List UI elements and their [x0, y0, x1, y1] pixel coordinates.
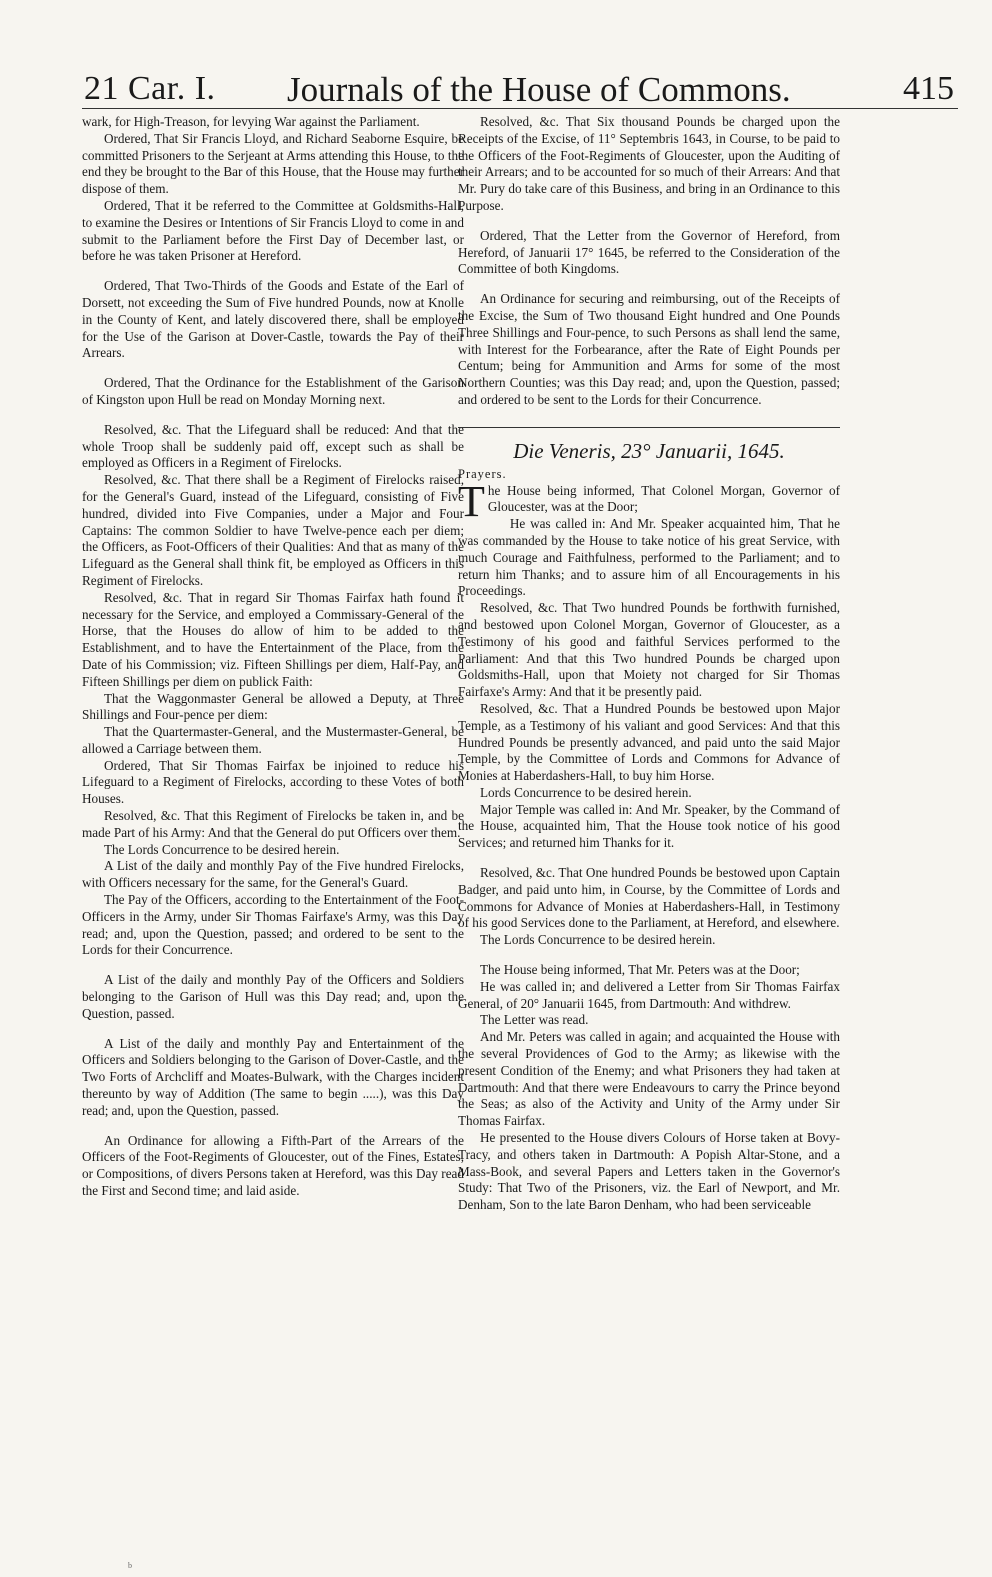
- entry: He was called in: And Mr. Speaker acquainted him, That he was commanded by the House to take notice of his great Service, with much Courage and Faithfulness, performed to the Parliament; and to return him Thanks; and to assure him of all Encouragements in his Proceedings.: [458, 516, 840, 599]
- entry: The House being informed, That Mr. Peters was at the Door;: [480, 962, 800, 978]
- entry: A List of the daily and monthly Pay of the Officers and Soldiers belonging to the Garison of Hull was this Day read; and, upon the Question, passed.: [82, 972, 464, 1021]
- entry: Ordered, That Sir Francis Lloyd, and Richard Seaborne Esquire, be committed Prisoners to the Serjeant at Arms attending this House, to the end they be brought to the Bar of this House, that the House may further dispose of them.: [82, 130, 464, 197]
- signature-mark: b: [128, 1561, 132, 1570]
- entry: That the Quartermaster-General, and the Mustermaster-General, be allowed a Carriage between them.: [82, 724, 464, 756]
- prayers-label: Prayers.: [458, 466, 507, 481]
- entry: Ordered, That the Ordinance for the Establishment of the Garison of Kingston upon Hull be read on Monday Morning next.: [82, 375, 464, 407]
- entry: He was called in; and delivered a Letter from Sir Thomas Fairfax General, of 20° Januarii 1645, from Dartmouth: And withdrew.: [458, 978, 840, 1011]
- entry: The Pay of the Officers, according to the Entertainment of the Foot-Officers in the Army, under Sir Thomas Fairfaxe's Army, was this Day read; and, upon the Question, passed; and ordered to be sent to the Lords for their Concurrence.: [82, 892, 464, 958]
- entry: The Lords Concurrence to be desired herein.: [480, 932, 716, 948]
- day-heading: Die Veneris, 23° Januarii, 1645.: [513, 438, 785, 463]
- entry-with-dropcap: [458, 476, 840, 526]
- entry: Resolved, &c. That Six thousand Pounds be charged upon the Receipts of the Excise, of 11° Septembris 1643, in Course, to be paid to the Officers of the Foot-Regiments of Gloucester, upon the Auditing of their Arrears; and to be accounted for so much of their Arrears: And that Mr. Pury do take care of this Business, and bring in an Ordinance to this Purpose.: [458, 114, 840, 213]
- section-divider: [458, 427, 840, 428]
- journal-title: Journals of the House of Commons.: [287, 70, 791, 109]
- entry: The Lords Concurrence to be desired herein.: [104, 841, 340, 857]
- entry-text: he House being informed, That Colonel Morgan, Governor of Gloucester, was at the Door;: [487, 482, 840, 515]
- page-number: 415: [903, 70, 954, 107]
- entry: Ordered, That Sir Thomas Fairfax be injoined to reduce his Lifeguard to a Regiment of Firelocks, according to these Votes of both Houses.: [82, 757, 464, 807]
- entry: Resolved, &c. That in regard Sir Thomas Fairfax hath found it necessary for the Service, and employed a Commissary-General of the Horse, that the Houses do allow of him to be added to the Establishment, and to have the Entertainment of the Place, from the Date of his Commission; viz. Fifteen Shillings per diem, Half-Pay, and Fifteen Shillings per diem on publick Faith:: [82, 589, 464, 689]
- entry: Resolved, &c. That the Lifeguard shall be reduced: And that the whole Troop shall be suddenly paid off, except such as shall be employed as Officers in a Regiment of Firelocks.: [82, 421, 464, 471]
- entry: A List of the daily and monthly Pay and Entertainment of the Officers and Soldiers belonging to the Garison of Dover-Castle, and the Two Forts of Archcliff and Moates-Bulwark, with the Charges incident thereunto by way of Addition (The same to begin .....), was this Day read; and, upon the Question, passed.: [82, 1035, 464, 1118]
- entry: Lords Concurrence to be desired herein.: [480, 784, 692, 800]
- entry: That the Waggonmaster General be allowed a Deputy, at Three Shillings and Four-pence per diem:: [82, 690, 464, 723]
- entry: An Ordinance for securing and reimbursing, out of the Receipts of the Excise, the Sum of Two thousand Eight hundred and One Pounds Three Shillings and Four-pence, to such Persons as shall lend the same, with Interest for the Forbearance, after the Rate of Eight Pounds per Centum; being for Ammunition and Arms for some of the most Northern Counties; was this Day read; and, upon the Question, passed; and ordered to be sent to the Lords for their Concurrence.: [458, 291, 840, 407]
- drop-cap-letter: T: [458, 476, 485, 526]
- entry: wark, for High-Treason, for levying War against the Parliament.: [82, 114, 420, 129]
- entry: Resolved, &c. That Two hundred Pounds be forthwith furnished, and bestowed upon Colonel Morgan, Governor of Gloucester, as a Testimony of his good and faithful Services performed to the Parliament: And that this Two hundred Pounds be charged upon Goldsmiths-Hall, upon that Moiety not charged for Sir Thomas Fairfaxe's Army: And that it be presently paid.: [458, 600, 840, 700]
- entry: The Letter was read.: [480, 1012, 589, 1028]
- entry: Resolved, &c. That there shall be a Regiment of Firelocks raised, for the General's Guard, instead of the Lifeguard, consisting of Five hundred, divided into Five Companies, under a Major and Four Captains: The common Soldier to have Twelve-pence each per diem; the Officers, as Foot-Officers of their Qualities: And that as many of the Lifeguard as the General shall think fit, be employed as Officers in this Regiment of Firelocks.: [82, 472, 464, 588]
- entry: Ordered, That the Letter from the Governor of Hereford, from Hereford, of Januarii 17° 1645, be referred to the Consideration of the Committee of both Kingdoms.: [458, 227, 840, 277]
- entry: Ordered, That Two-Thirds of the Goods and Estate of the Earl of Dorsett, not exceeding the Sum of Five hundred Pounds, now at Knolle in the County of Kent, and lately discovered there, shall be employed for the Use of the Garison at Dover-Castle, towards the Pay of their Arrears.: [82, 278, 464, 361]
- entry: Major Temple was called in: And Mr. Speaker, by the Command of the House, acquainted him, That the House took notice of his good Services; and returned him Thanks for it.: [458, 801, 840, 851]
- entry: Resolved, &c. That a Hundred Pounds be bestowed upon Major Temple, as a Testimony of his valiant and good Services: And that this Hundred Pounds be presently advanced, and paid unto the said Major Temple, by the Committee of Lords and Commons for Advance of Monies at Haberdashers-Hall, to buy him Horse.: [458, 700, 840, 784]
- entry: Resolved, &c. That One hundred Pounds be bestowed upon Captain Badger, and paid unto him, in Course, by the Committee of Lords and Commons for Advance of Monies at Haberdashers-Hall, in Testimony of his good Services done to the Parliament, at Hereford, and elsewhere.: [458, 865, 840, 931]
- entry: An Ordinance for allowing a Fifth-Part of the Arrears of the Officers of the Foot-Regiments of Gloucester, out of the Fines, Estates, or Compositions, of divers Persons taken at Hereford, was this Day read the First and Second time; and laid aside.: [82, 1132, 464, 1199]
- left-column: [82, 114, 464, 1200]
- right-column: [458, 114, 840, 1214]
- entry: He presented to the House divers Colours of Horse taken at Bovy-Tracy, and others taken in Dartmouth: A Popish Altar-Stone, and a Mass-Book, and several Papers and Letters taken in the Governor's Study: That Two of the Prisoners, viz. the Earl of Newport, and Mr. Denham, Son to the late Baron Denham, who had been serviceable: [458, 1130, 840, 1213]
- entry: Resolved, &c. That this Regiment of Firelocks be taken in, and be made Part of his Army: And that the General do put Officers over them.: [82, 808, 464, 840]
- running-header: [82, 68, 958, 109]
- entry: Ordered, That it be referred to the Committee at Goldsmiths-Hall, to examine the Desires or Intentions of Sir Francis Lloyd to come in and submit to the Parliament before the First Day of December last, or before he was taken Prisoner at Hereford.: [82, 197, 464, 264]
- regnal-year: 21 Car. I.: [84, 70, 216, 107]
- entry: And Mr. Peters was called in again; and acquainted the House with the several Providences of God to the Army; as likewise with the present Condition of the Enemy; and what Prisoners they had taken at Dartmouth: And that there were Endeavours to carry the Prince beyond the Seas; as also of the Activity and Unity of the Army under Sir Thomas Fairfax.: [458, 1029, 840, 1129]
- entry: A List of the daily and monthly Pay of the Five hundred Firelocks, with Officers necessary for the same, for the General's Guard.: [82, 858, 464, 891]
